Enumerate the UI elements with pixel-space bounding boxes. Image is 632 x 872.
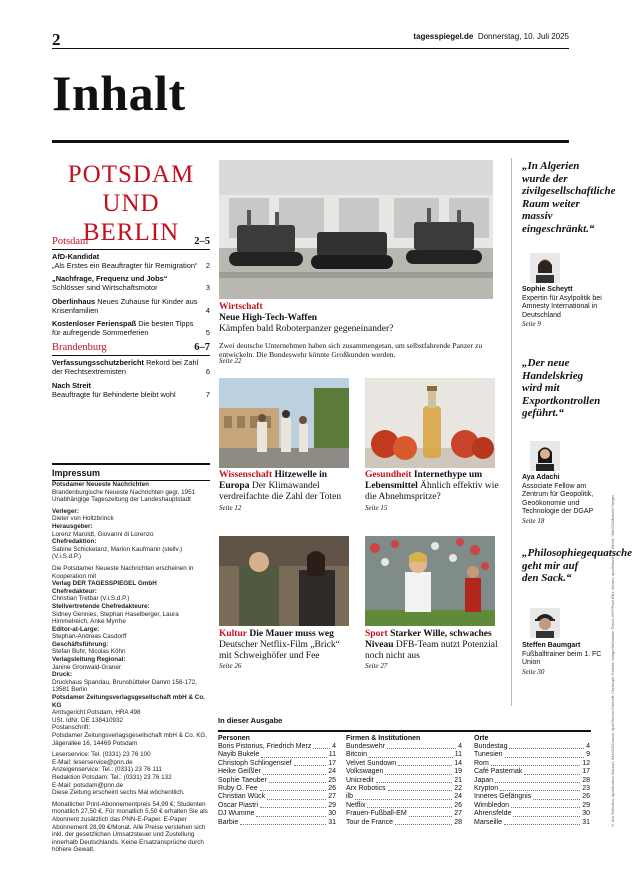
index-row[interactable] (346, 819, 462, 827)
index-entry-page: 19 (454, 768, 462, 776)
index-leader (495, 777, 580, 783)
story-teaser[interactable] (219, 470, 353, 503)
toc-item-page: 6 (205, 367, 210, 376)
index-row[interactable] (474, 768, 590, 776)
index-entry-name: Boris Pistorius, Friedrich Merz (218, 743, 312, 750)
quote-attribution (522, 474, 604, 526)
section-potsdam-range: 2–5 (194, 236, 210, 247)
index-row[interactable] (474, 785, 590, 793)
index-row[interactable] (474, 802, 590, 810)
index-leader (409, 810, 453, 816)
index-entry-page: 12 (582, 759, 590, 767)
index-row[interactable] (474, 819, 590, 827)
story-headline: Hitzewelle in Europa (219, 470, 328, 491)
index-entry-name: Christian Wück (218, 793, 266, 801)
index-entry-name: DJ Wumme (218, 810, 255, 818)
column-divider (511, 158, 512, 706)
toc-item-text: Schlösser sind Wirtschaftsmotor (52, 283, 158, 292)
header-meta (413, 32, 569, 41)
index-entry-name: Tour de France (346, 818, 394, 826)
index-entry-page: 11 (328, 751, 336, 759)
index-row[interactable] (218, 810, 336, 818)
index-leader (500, 785, 580, 791)
index-row[interactable] (218, 751, 336, 759)
index-leader (491, 760, 580, 766)
toc-item-kicker: „Nachfrage, Frequenz und Jobs“ (52, 274, 168, 283)
index-row[interactable] (218, 819, 336, 827)
index-entry-page: 4 (332, 743, 336, 750)
index-row[interactable] (474, 743, 590, 751)
index-entry-page: 9 (586, 751, 590, 759)
index-entry-name: Arx Robotics (346, 785, 386, 793)
toc-item[interactable] (52, 252, 210, 270)
avatar (530, 441, 560, 471)
impressum-line: Stefan Buhr, Nicolas Köhn (52, 648, 126, 656)
index-leader (505, 751, 585, 757)
story-category: Wissenschaft (219, 470, 273, 480)
impressum-line: Brandenburgische Neueste Nachrichten gegr. 1951 (52, 488, 196, 496)
index-entry-name: Oscar Piastri (218, 801, 259, 809)
quote-text: „Philosophiegequatsche geht mir auf den Sack.“ (522, 547, 632, 584)
index-entry-name: Wimbledon (474, 801, 510, 809)
index-entry-page: 22 (454, 785, 462, 793)
index-entry-page: 30 (582, 810, 590, 818)
index-column-companies (346, 735, 462, 827)
index-row[interactable] (218, 768, 336, 776)
story-photo-football[interactable] (365, 536, 495, 626)
index-entry-page: 25 (328, 776, 336, 784)
index-row[interactable] (218, 793, 336, 801)
index-entry-page: 11 (454, 751, 462, 759)
impressum-line: Editor-at-Large: (52, 625, 100, 633)
impressum-line: Sidney Gennies, Stephan Haselberger, Laura Himmelreich, Anke Myrrhe (52, 610, 179, 626)
index-entry-page: 27 (328, 793, 336, 801)
index-row[interactable] (474, 760, 590, 768)
index-row[interactable] (346, 777, 462, 785)
index-entry-name: Netflix (346, 801, 366, 809)
index-leader (513, 810, 580, 816)
impressum-line: Potsdamer Zeitungsverlagsgesellschaft mbH & Co. KG, (52, 732, 208, 739)
index-entry-name: Café Pasternak (474, 768, 523, 776)
index-leader (524, 768, 580, 774)
impressum-line: Druckhaus Spandau, Brunsbütteler Damm 156-172, 13581 Berlin (52, 678, 197, 694)
impressum-line: Verlag DER TAGESSPIEGEL GmbH (52, 580, 157, 588)
index-column-persons (218, 735, 336, 827)
index-entry-page: 30 (328, 810, 336, 818)
lead-teaser: Zwei deutsche Unternehmen haben sich zusammengetan, um selbstfahrende Panzer zu entwickeln. Die Bundeswehr könnte Großkunden werden. (219, 341, 483, 359)
index-column-places (474, 735, 590, 827)
impressum-line: Sabine Schicketanz, Marion Kaufmann (stellv.) (V.i.S.d.P.) (52, 545, 183, 561)
quote-attribution (522, 642, 602, 677)
index-row[interactable] (346, 768, 462, 776)
index-row[interactable] (474, 751, 590, 759)
index-entry-page: 14 (454, 759, 462, 767)
impressum-line: Amtsgericht Potsdam, HRA 498 (52, 709, 141, 717)
index-entry-page: 24 (328, 768, 336, 776)
lead-page-ref[interactable]: Seite 22 (219, 357, 242, 365)
story-category: Sport (365, 629, 388, 639)
index-entry-name: Nayib Bukele (218, 751, 260, 759)
lead-photo[interactable] (219, 160, 493, 299)
toc-item-kicker: Oberlinhaus (52, 297, 96, 306)
index-entry-name: Rom (474, 759, 489, 767)
quote-page-ref[interactable]: Seite 9 (522, 320, 541, 328)
impressum-line: Chefredaktion: (52, 538, 97, 546)
index-leader (385, 768, 452, 774)
page-title: Inhalt (52, 65, 186, 121)
toc-item-text: Rekord bei Zahl der Rechtsextremisten (52, 358, 199, 376)
index-leader (256, 810, 326, 816)
index-entry-name: Frauen-Fußball-EM (346, 810, 407, 818)
index-leader (511, 802, 580, 808)
index-leader (533, 793, 580, 799)
avatar (530, 608, 560, 638)
impressum-line: Geschäftsführung: (52, 640, 109, 648)
story-category: Gesundheit (365, 470, 412, 480)
impressum-line: Druck: (52, 671, 72, 679)
story-page-ref[interactable]: Seite 27 (365, 662, 388, 670)
story-category: Kultur (219, 629, 247, 639)
toc-item[interactable] (52, 381, 210, 399)
index-entry-name: Barbie (218, 818, 239, 826)
story-photo-brick[interactable] (219, 536, 349, 626)
lead-headline-block[interactable] (219, 302, 499, 335)
index-entry-page: 26 (454, 801, 462, 809)
index-entry-name: Ruby O. Fee (218, 785, 258, 793)
index-entry-page: 4 (458, 743, 462, 750)
index-row[interactable] (346, 760, 462, 768)
index-entry-name: Unicredit (346, 776, 374, 784)
index-row[interactable] (346, 810, 462, 818)
quote-page-ref[interactable]: Seite 30 (522, 667, 545, 676)
lead-subhead: Kämpfen bald Roboterpanzer gegeneinander? (219, 324, 394, 334)
index-entry-name: Japan (474, 776, 494, 784)
impressum-line: Monatlicher Print-Abonnementpreis 54,99 €; Studenten monatlich 27,50 €. Für monatlich 5,50 € erhalten Sie als Abonnent zusätzlich das PNN-E-Paper. E-Paper Abonnement 28,99 €/Monat. Alle Preise verstehen sich inkl. der gesetzlichen Umsatzsteuer und Zustellung innerhalb Deutschlands. Keine Ersatzansprüche durch höhere Gewalt. (52, 800, 208, 854)
index-leader (369, 751, 453, 757)
quote-text: „In Algerien wurde der zivilgesellschaftliche Raum weiter massiv eingeschränkt.“ (522, 160, 616, 235)
index-entry-page: 31 (328, 818, 336, 826)
index-entry-name: Sophie Taeuber (218, 776, 267, 784)
page-number: 2 (52, 30, 61, 49)
impressum-line: Lorenz Maroldt, Giovanni di Lorenzo (52, 530, 154, 538)
index-leader (387, 743, 456, 749)
index-leader (509, 743, 584, 749)
index-row[interactable] (218, 785, 336, 793)
index-entry-name: Heike Geißler (218, 768, 261, 776)
section-brandenburg[interactable] (52, 342, 210, 356)
index-row[interactable] (346, 743, 462, 751)
index-leader (504, 819, 580, 825)
story-text: Ähnlich effektiv wie die Abnehmspritze? (365, 481, 499, 502)
index-row[interactable] (346, 802, 462, 810)
index-entry-name: ilb (346, 793, 354, 801)
toc-item[interactable] (52, 274, 210, 292)
index-entry-name: Christoph Schlingensief (218, 759, 292, 767)
quote-name: Sophie Scheytt (522, 286, 573, 293)
impressum-line: Verleger: (52, 507, 79, 515)
toc-item-page: 4 (205, 306, 210, 315)
impressum-line: Redaktion Potsdam: Tel.: (0331) 23 76 132 (52, 773, 172, 781)
impressum-line: Stellvertretende Chefredakteure: (52, 602, 150, 610)
impressum-line: Janine Gronwald-Graner (52, 663, 121, 671)
index-column-title: Firmen & Institutionen (346, 735, 421, 742)
quote-attribution (522, 286, 602, 330)
index-entry-page: 23 (582, 785, 590, 793)
index-row[interactable] (346, 785, 462, 793)
index-entry-name: Bundestag (474, 743, 508, 750)
impressum-line: Chefredakteur: (52, 587, 97, 595)
index-leader (313, 743, 330, 749)
index-row[interactable] (218, 743, 336, 751)
index-row[interactable] (474, 810, 590, 818)
index-entry-page: 28 (454, 818, 462, 826)
impressum-line: Diese Zeitung erscheint sechs Mal wöchentlich. (52, 789, 185, 797)
index-leader (376, 777, 453, 783)
impressum-line: Anzeigenservice: Tel.: (0331) 23 76 111 (52, 766, 162, 774)
avatar (530, 253, 560, 283)
toc-item-text: Neues Zuhause für Kinder aus Krisenfamilien (52, 297, 198, 315)
index-entry-page: 29 (582, 801, 590, 809)
index-list (218, 743, 336, 827)
impressum-line: Postanschrift: (52, 724, 91, 732)
quote-page-ref[interactable]: Seite 18 (522, 516, 545, 525)
index-leader (367, 802, 452, 808)
photo-credits: © Arx Robotics; dpa/Andrea Maurizi; IMAGO/Zoonar; dpa/Teresa Dönhoff; Christoph Gellner; imago/Sebastian Tasch; AFP/Paul Ellis; Brown; dpa/Hannes P. Albert; IMAGO/Michael Taeger (610, 495, 615, 828)
index-leader (355, 793, 452, 799)
toc-item-page: 5 (205, 328, 210, 337)
lead-category: Wirtschaft (219, 302, 263, 312)
section-brandenburg-range: 6–7 (194, 342, 210, 353)
index-entry-page: 24 (454, 793, 462, 801)
index-column-title: Orte (474, 735, 489, 742)
index-entry-page: 26 (328, 785, 336, 793)
impressum-line: Die Potsdamer Neueste Nachrichten erscheinen in Kooperation mit (52, 564, 194, 580)
index-leader (398, 760, 452, 766)
story-headline: Die Mauer muss weg (249, 629, 334, 639)
story-headline: Internethype um Lebensmittel (365, 470, 483, 491)
impressum-line: Herausgeber: (52, 522, 93, 530)
toc-item-text: Die besten Tipps für aufregende Sommerferien (52, 319, 194, 337)
toc-item[interactable] (52, 319, 210, 337)
index-list (474, 743, 590, 827)
toc-item-text: „Als Erstes ein Beauftragter für Remigration“ (52, 261, 198, 270)
impressum-line: Jägerallee 16, 14469 Potsdam (52, 739, 138, 747)
quote-role: Associate Fellow am Zentrum für Geopolitik, Geoökonomie und Technologie der DGAP (522, 482, 594, 515)
impressum-body (52, 481, 210, 854)
index-leader (260, 802, 326, 808)
impressum-line: E-Mail: leserservice@pnn.de (52, 758, 133, 766)
story-page-ref[interactable]: Seite 26 (219, 662, 242, 670)
toc-item-page: 7 (205, 390, 210, 399)
index-entry-page: 17 (582, 768, 590, 776)
index-entry-name: Ahrensfelde (474, 810, 512, 818)
quote-text: „Der neue Handelskrieg wird mit Exportkontrollen geführt.“ (522, 357, 601, 419)
story-teaser[interactable] (365, 470, 499, 503)
index-leader (294, 760, 327, 766)
index-entry-page: 17 (328, 759, 336, 767)
index-entry-page: 31 (582, 818, 590, 826)
toc-item[interactable] (52, 358, 210, 376)
index-leader (240, 819, 326, 825)
quote-name: Aya Adachi (522, 474, 560, 481)
index-row[interactable] (346, 751, 462, 759)
quote-role: Fußballtrainer beim 1. FC Union (522, 650, 602, 666)
index-entry-name: Inneres Gefängnis (474, 793, 532, 801)
title-rule (52, 140, 569, 143)
story-photo-rome[interactable] (219, 378, 349, 468)
toc-item-page: 3 (205, 283, 210, 292)
index-row[interactable] (218, 760, 336, 768)
index-leader (267, 793, 326, 799)
index-entry-page: 28 (582, 776, 590, 784)
index-entry-name: Bitcoin (346, 751, 368, 759)
story-headline: Starker Wille, schwaches Niveau (365, 629, 492, 650)
story-teaser[interactable] (365, 629, 499, 662)
section-potsdam[interactable] (52, 236, 210, 250)
section-potsdam-label: Potsdam (52, 236, 89, 247)
index-leader (260, 785, 327, 791)
section-brandenburg-label: Brandenburg (52, 342, 107, 353)
impressum-line: USt. IdNr. DE 138410932 (52, 716, 124, 724)
toc-item-kicker: Nach Streit (52, 381, 92, 390)
impressum-line: Unabhängige Tageszeitung der Landeshauptstadt (52, 496, 191, 504)
index-row[interactable] (474, 777, 590, 785)
story-text: DFB-Team nutzt Potenzial noch nicht aus (365, 640, 498, 661)
story-teaser[interactable] (219, 629, 353, 662)
impressum-line: Stephan-Andreas Casdorff (52, 633, 127, 641)
index-leader (261, 751, 326, 757)
index-row[interactable] (218, 777, 336, 785)
index-entry-page: 27 (454, 810, 462, 818)
story-page-ref[interactable]: Seite 15 (365, 504, 388, 512)
index-row[interactable] (218, 802, 336, 810)
index-entry-name: Volkswagen (346, 768, 384, 776)
impressum-line: Potsdamer Neueste Nachrichten (52, 481, 149, 488)
index-entry-name: Krypton (474, 785, 499, 793)
toc-item[interactable] (52, 297, 210, 315)
index-entry-name: Marseille (474, 818, 503, 826)
index-leader (269, 777, 326, 783)
toc-item-page: 2 (205, 261, 210, 270)
index-entry-page: 4 (586, 743, 590, 750)
impressum-line: Verlagsleitung Regional: (52, 656, 126, 664)
impressum-line: Christian Tretbar (V.i.S.d.P.) (52, 595, 130, 603)
index-entry-name: Bundeswehr (346, 743, 385, 750)
index-entry-name: Velvet Sundown (346, 759, 397, 767)
issue-date: Donnerstag, 10. Juli 2025 (477, 32, 569, 41)
section-title: POTSDAM UND BERLIN (67, 161, 195, 246)
impressum-line: Dieter von Holtzbrinck (52, 515, 114, 523)
index-row[interactable] (474, 793, 590, 801)
toc-item-kicker: Kostenloser Ferienspaß (52, 319, 137, 328)
impressum-heading: Impressum (52, 463, 210, 481)
story-text: Deutscher Netflix-Film „Brick“ mit Schweighöfer und Fee (219, 640, 340, 661)
story-photo-vinegar[interactable] (365, 378, 495, 468)
toc-item-kicker: Verfassungsschutzbericht (52, 358, 144, 367)
index-row[interactable] (346, 793, 462, 801)
lead-headline: Neue High-Tech-Waffen (219, 313, 318, 323)
story-page-ref[interactable]: Seite 12 (219, 504, 242, 512)
index-entry-page: 29 (328, 801, 336, 809)
index-column-title: Personen (218, 735, 250, 742)
impressum-line: Leserservice: Tel. (0331) 23 76 100 (52, 751, 151, 759)
publication-name[interactable]: tagesspiegel.de (413, 32, 474, 41)
index-heading: In dieser Ausgabe (218, 716, 283, 725)
quote-role: Expertin für Asylpolitik bei Amnesty International in Deutschland (522, 294, 602, 319)
index-entry-page: 26 (582, 793, 590, 801)
toc-item-text: Beauftragte für Behinderte bleibt wohl (52, 390, 176, 399)
quote-name: Steffen Baumgart (522, 642, 581, 649)
index-rule (218, 730, 591, 732)
impressum-line: E-Mail: potsdam@pnn.de (52, 781, 124, 789)
story-text: Der Klimawandel verdreifachte die Zahl der Toten (219, 481, 342, 502)
index-leader (263, 768, 326, 774)
index-entry-page: 21 (454, 776, 462, 784)
header-rule (52, 48, 569, 49)
index-list (346, 743, 462, 827)
index-entry-name: Tunesien (474, 751, 503, 759)
toc-item-kicker: AfD-Kandidat (52, 252, 100, 261)
index-leader (388, 785, 453, 791)
impressum-line: Potsdamer Zeitungsverlagsgesellschaft mbH & Co. KG (52, 694, 205, 709)
index-leader (395, 819, 452, 825)
